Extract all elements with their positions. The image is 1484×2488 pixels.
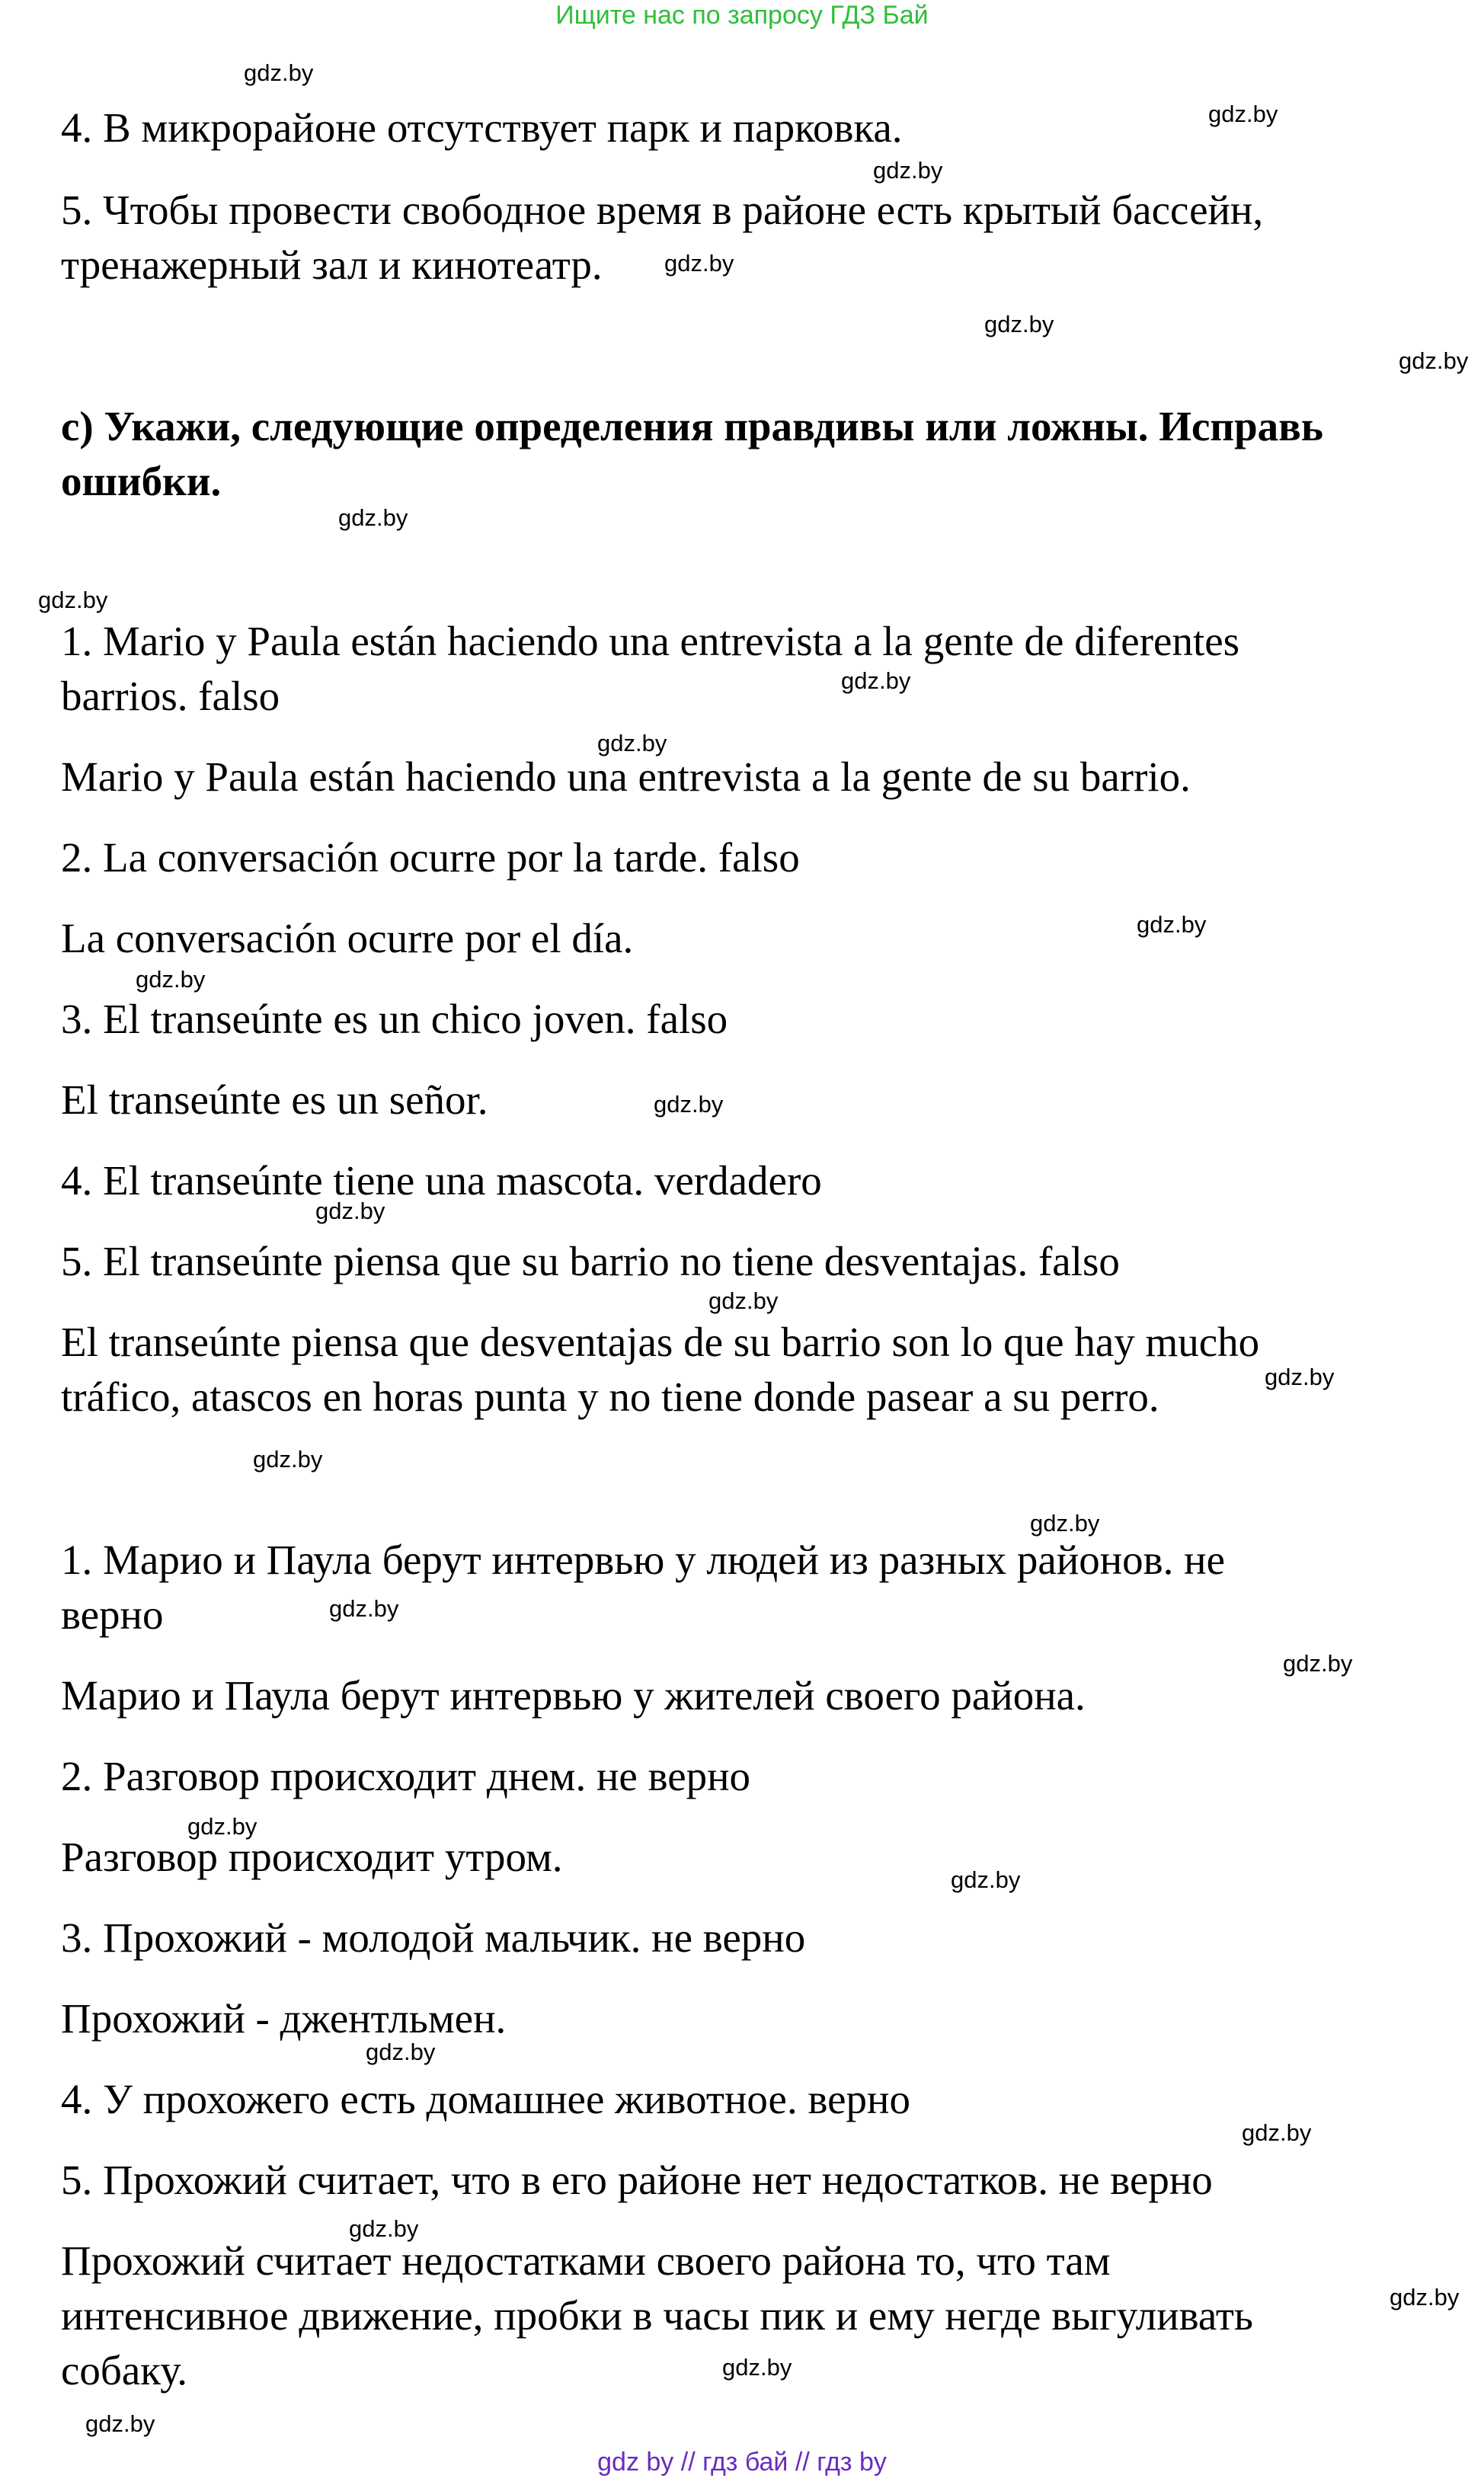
- watermark: gdz.by: [841, 667, 911, 694]
- task-heading-line-1: c) Укажи, следующие определения правдивы или ложны. Исправь: [61, 403, 1323, 449]
- es-correction-3: El transeúnte es un señor.: [61, 1076, 488, 1123]
- ru-item-5-line-1: 5. Чтобы провести свободное время в районе есть крытый бассейн,: [61, 187, 1264, 233]
- es-correction-5-line-2: tráfico, atascos en horas punta y no tiene donde pasear a su perro.: [61, 1374, 1159, 1420]
- watermark: gdz.by: [338, 504, 408, 531]
- watermark: gdz.by: [1390, 2284, 1460, 2311]
- watermark: gdz.by: [951, 1866, 1021, 1893]
- watermark: gdz.by: [85, 2410, 155, 2437]
- watermark: gdz.by: [1137, 911, 1207, 938]
- ru-correction-2: Разговор происходит утром.: [61, 1834, 563, 1880]
- watermark: gdz.by: [873, 157, 943, 184]
- watermark: gdz.by: [187, 1813, 257, 1840]
- watermark: gdz.by: [315, 1198, 385, 1224]
- ru-correction-1: Марио и Паула берут интервью у жителей своего района.: [61, 1672, 1086, 1719]
- ru-statement-4: 4. У прохожего есть домашнее животное. верно: [61, 2076, 910, 2122]
- ru-correction-5-line-1: Прохожий считает недостатками своего района то, что там: [61, 2237, 1111, 2284]
- watermark: gdz.by: [984, 311, 1054, 337]
- watermark: gdz.by: [708, 1287, 779, 1314]
- watermark: gdz.by: [1283, 1650, 1353, 1677]
- ru-statement-1-line-1: 1. Марио и Паула берут интервью у людей из разных районов. не: [61, 1537, 1225, 1583]
- watermark: gdz.by: [136, 966, 206, 993]
- ru-correction-3: Прохожий - джентльмен.: [61, 1995, 507, 2042]
- watermark: gdz.by: [722, 2354, 792, 2381]
- es-statement-1-line-2: barrios. falso: [61, 673, 280, 719]
- es-correction-2: La conversación ocurre por el día.: [61, 915, 634, 961]
- watermark: gdz.by: [244, 59, 314, 86]
- ru-statement-2: 2. Разговор происходит днем. не верно: [61, 1753, 751, 1799]
- ru-statement-5: 5. Прохожий считает, что в его районе нет недостатков. не верно: [61, 2157, 1213, 2203]
- watermark: gdz.by: [1399, 347, 1469, 374]
- watermark: gdz.by: [1208, 101, 1278, 127]
- watermark: gdz.by: [1265, 1364, 1335, 1390]
- watermark: gdz.by: [38, 587, 108, 613]
- es-statement-1-line-1: 1. Mario y Paula están haciendo una entrevista a la gente de diferentes: [61, 618, 1240, 664]
- watermark: gdz.by: [1030, 1510, 1100, 1537]
- es-statement-2: 2. La conversación ocurre por la tarde. falso: [61, 834, 800, 881]
- ru-statement-3: 3. Прохожий - молодой мальчик. не верно: [61, 1914, 806, 1961]
- ru-item-4: 4. В микрорайоне отсутствует парк и парковка.: [61, 104, 903, 151]
- watermark: gdz.by: [329, 1595, 399, 1622]
- ru-correction-5-line-3: собаку.: [61, 2347, 187, 2394]
- ru-statement-1-line-2: верно: [61, 1591, 164, 1638]
- es-statement-3: 3. El transeúnte es un chico joven. falso: [61, 996, 728, 1042]
- es-correction-5-line-1: El transeúnte piensa que desventajas de su barrio son lo que hay mucho: [61, 1319, 1260, 1365]
- ru-item-5-line-2: тренажерный зал и кинотеатр.: [61, 241, 603, 288]
- footer-links[interactable]: gdz by // гдз бай // гдз by: [597, 2448, 887, 2477]
- es-statement-4: 4. El transeúnte tiene una mascota. verdadero: [61, 1157, 822, 1204]
- watermark: gdz.by: [654, 1091, 724, 1118]
- watermark: gdz.by: [597, 730, 667, 756]
- ru-correction-5-line-2: интенсивное движение, пробки в часы пик и ему негде выгуливать: [61, 2292, 1254, 2339]
- watermark: gdz.by: [253, 1446, 323, 1473]
- task-heading-line-2: ошибки.: [61, 458, 222, 504]
- es-correction-1: Mario y Paula están haciendo una entrevista a la gente de su barrio.: [61, 753, 1191, 800]
- es-statement-5: 5. El transeúnte piensa que su barrio no tiene desventajas. falso: [61, 1238, 1120, 1284]
- top-banner[interactable]: Ищите нас по запросу ГДЗ Бай: [555, 1, 929, 30]
- watermark: gdz.by: [349, 2215, 419, 2242]
- watermark: gdz.by: [664, 250, 734, 277]
- watermark: gdz.by: [1242, 2119, 1312, 2146]
- watermark: gdz.by: [366, 2039, 436, 2065]
